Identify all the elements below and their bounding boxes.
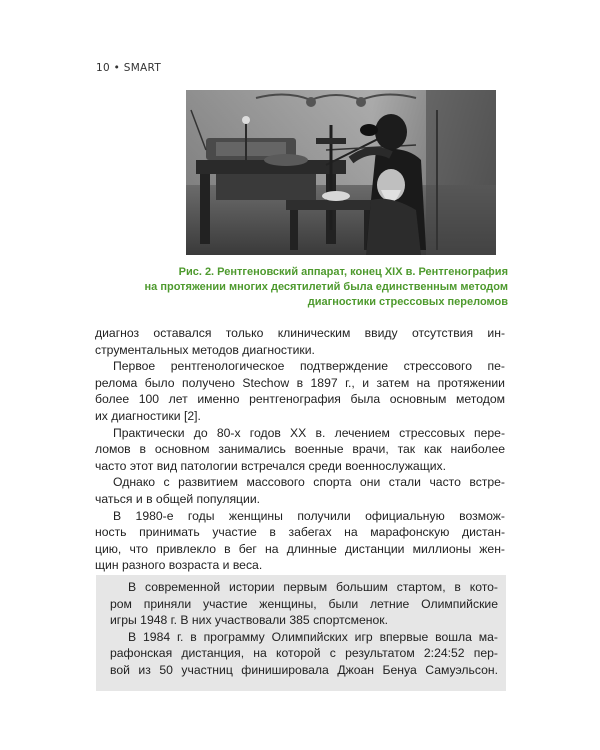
text-line: их диагностики [2].	[95, 408, 201, 423]
text-line: ломов в основном занимались военные врачи, так как наиболее	[95, 442, 505, 457]
box-line: рафонская дистанция, на которой с результатом 2:24:52 пер-	[110, 646, 498, 661]
page-header: 10 • SMART	[96, 62, 162, 74]
text-line: релома было получено Stechow в 1897 г., и затем на протяжении	[95, 375, 505, 390]
text-line: часто этот вид патологии встречался среди военнослужащих.	[95, 458, 447, 473]
box-line: вой из 50 участниц финишировала Джоан Бенуа Самуэльсон.	[110, 662, 498, 677]
caption-line: на протяжении многих десятилетий была единственным методом	[144, 281, 508, 293]
text-line: Первое рентгенологическое подтверждение стрессового пе-	[113, 359, 505, 374]
box-line: игры 1948 г. В них участвовали 385 спортсменок.	[110, 613, 388, 628]
highlight-box-text	[110, 579, 498, 679]
xray-apparatus-photo	[186, 90, 496, 255]
photo-illustration	[186, 90, 496, 255]
text-line: В 1980-е годы женщины получили официальную возмож-	[113, 508, 505, 523]
text-line: щин разного возраста и веса.	[95, 558, 263, 573]
caption-line: диагностики стрессовых переломов	[307, 296, 508, 308]
text-line: струментальных методов диагностики.	[95, 342, 315, 357]
box-line: ром приняли участие женщины, были летние Олимпийские	[110, 596, 498, 611]
box-line: В современной истории первым большим стартом, в кото-	[128, 580, 498, 594]
text-line: цию, что привлекло в бег на длинные дистанции миллионы жен-	[95, 541, 505, 556]
caption-line: Рис. 2. Рентгеновский аппарат, конец XIX в. Рентгенография	[178, 266, 508, 278]
text-line: ность принимать участие в забегах на марафонскую дистан-	[95, 525, 505, 540]
text-line: Практически до 80-х годов XX в. лечением стрессовых пере-	[113, 425, 505, 440]
text-line: чаться и в общей популяции.	[95, 491, 261, 506]
box-line: В 1984 г. в программу Олимпийских игр впервые вошла ма-	[128, 629, 498, 644]
text-line: более 100 лет именно рентгенография была основным методом	[95, 392, 505, 407]
figure-caption	[140, 265, 508, 310]
body-text	[95, 325, 505, 574]
text-line: диагноз оставался только клиническим ввиду отсутствия ин-	[95, 326, 505, 340]
text-line: Однако с развитием массового спорта они стали часто встре-	[113, 475, 505, 490]
